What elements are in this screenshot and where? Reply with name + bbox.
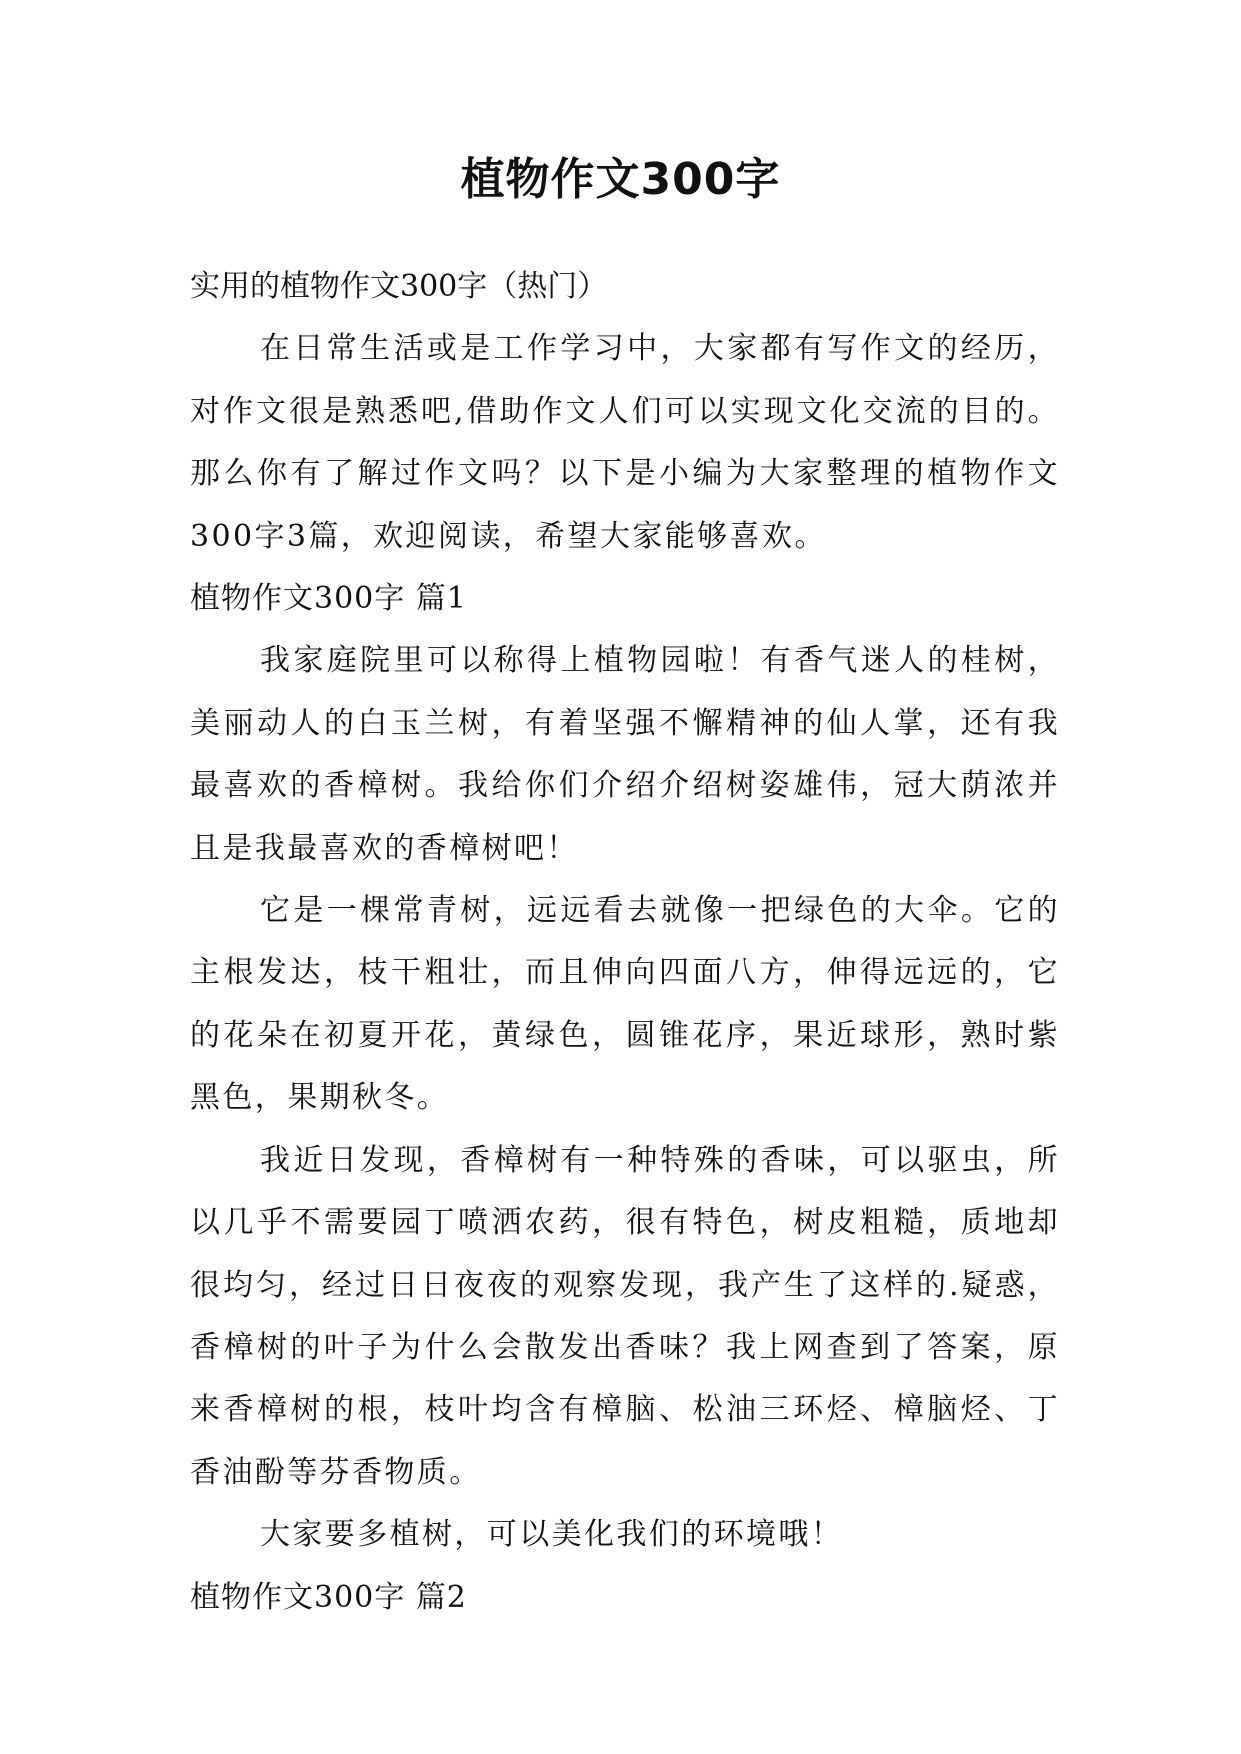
- intro-paragraph: 在日常生活或是工作学习中，大家都有写作文的经历，对作文很是熟悉吧,借助作文人们可以实现文化交流的目的。那么你有了解过作文吗？以下是小编为大家整理的植物作文300字3篇，欢迎阅读，希望大家能够喜欢。: [190, 331, 1060, 554]
- document-body: [190, 256, 1060, 1629]
- section-heading-1: 植物作文300字 篇1: [190, 581, 467, 617]
- section1-paragraph-2: 它是一棵常青树，远远看去就像一把绿色的大伞。它的主根发达，枝干粗壮，而且伸向四面八方，伸得远远的，它的花朵在初夏开花，黄绿色，圆锥花序，果近球形，熟时紫黑色，果期秋冬。: [190, 893, 1060, 1116]
- section-heading-2: 植物作文300字 篇2: [190, 1579, 467, 1615]
- section1-paragraph-3: 我近日发现，香樟树有一种特殊的香味，可以驱虫，所以几乎不需要园丁喷洒农药，很有特色，树皮粗糙，质地却很均匀，经过日日夜夜的观察发现，我产生了这样的.疑惑，香樟树的叶子为什么会散发出香味？我上网查到了答案，原来香樟树的根，枝叶均含有樟脑、松油三环烃、樟脑烃、丁香油酚等芬香物质。: [190, 1142, 1060, 1490]
- document-title: 植物作文300字: [460, 154, 781, 205]
- section1-paragraph-4: 大家要多植树，可以美化我们的环境哦！: [260, 1517, 844, 1553]
- section1-paragraph-1: 我家庭院里可以称得上植物园啦！有香气迷人的桂树，美丽动人的白玉兰树，有着坚强不懈精神的仙人掌，还有我最喜欢的香樟树。我给你们介绍介绍树姿雄伟，冠大荫浓并且是我最喜欢的香樟树吧！: [190, 643, 1060, 866]
- document-subtitle: 实用的植物作文300字（热门）: [190, 269, 608, 304]
